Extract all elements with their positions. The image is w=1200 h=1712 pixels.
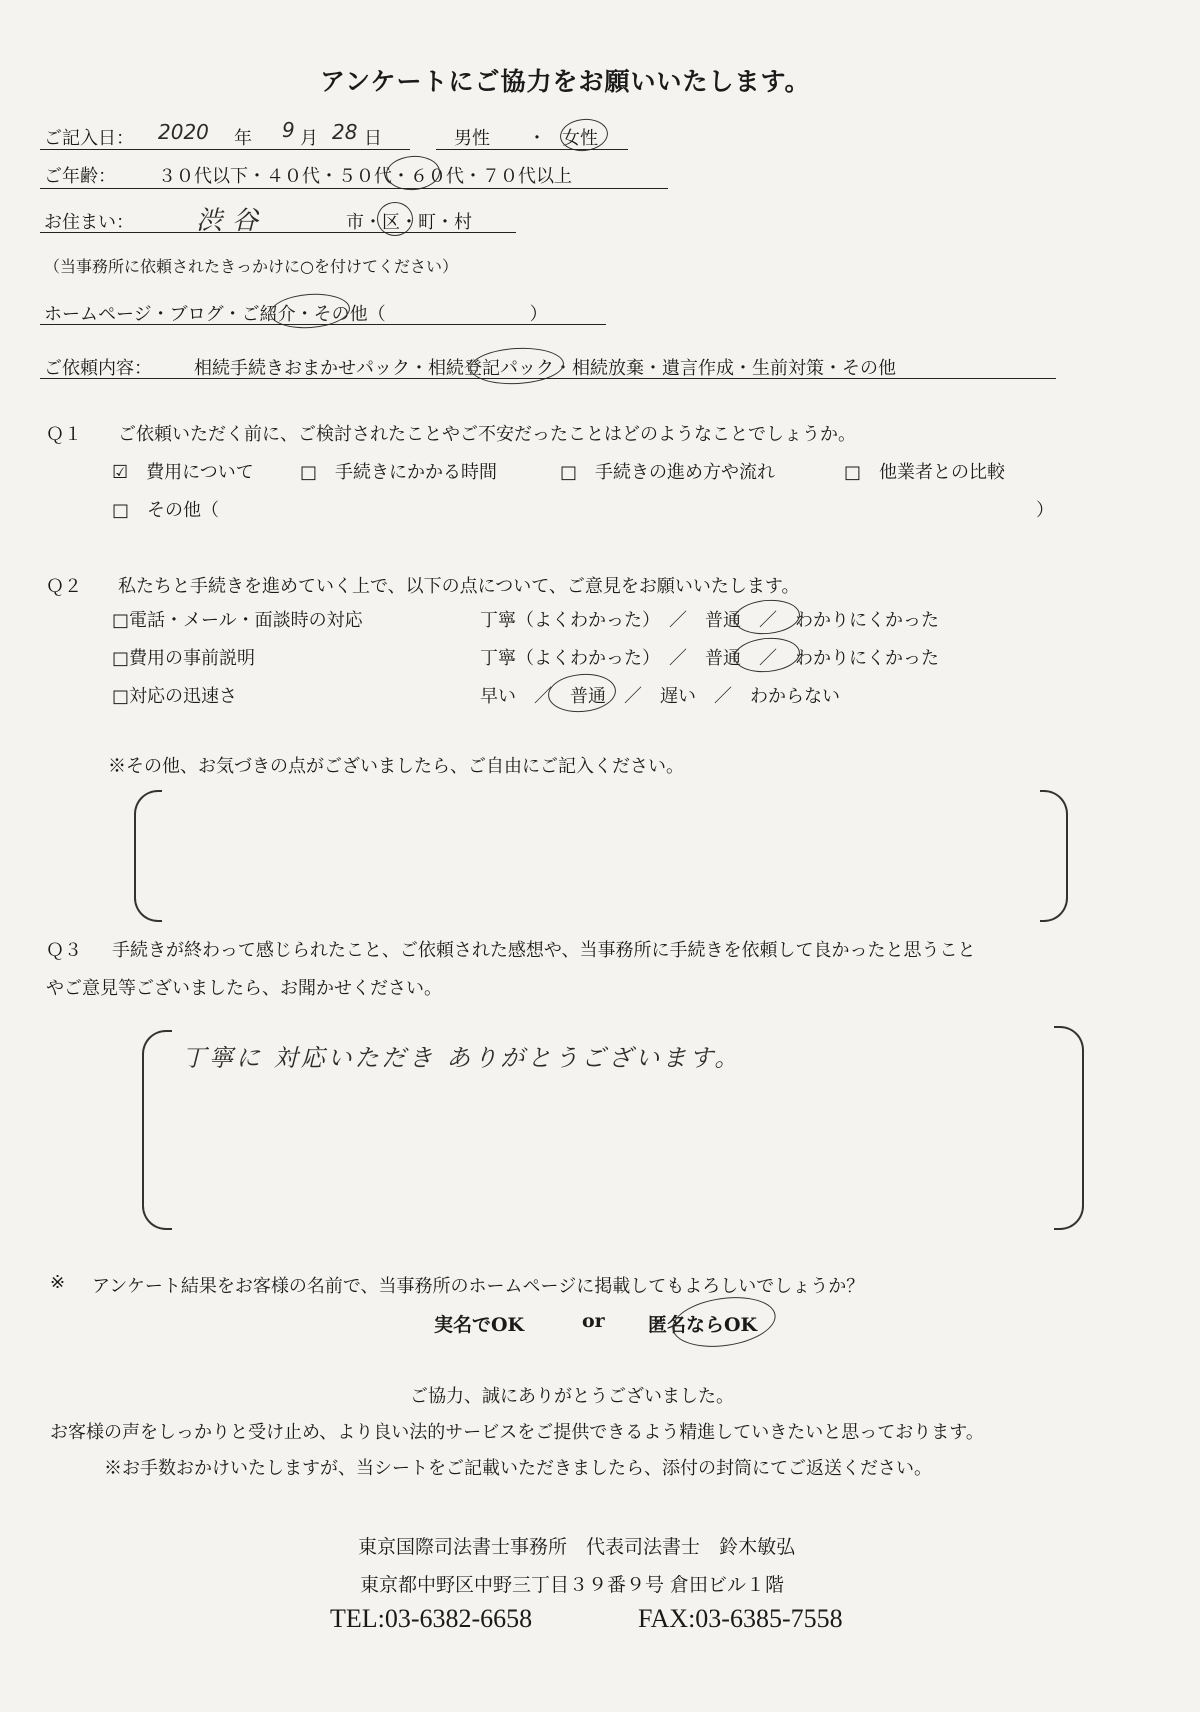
q2-choice-unclear[interactable]: わかりにくかった xyxy=(795,610,939,631)
request-underline xyxy=(40,378,1056,379)
age-label: ご年齢： xyxy=(44,166,116,187)
trigger-option-homepage[interactable]: ホームページ xyxy=(44,304,152,325)
q1-option-other[interactable]: □ その他（ xyxy=(112,500,220,521)
q1-checkbox-icon[interactable]: □ xyxy=(112,500,130,521)
address-option-city[interactable]: 市 xyxy=(346,212,364,233)
q1-question: ご依頼いただく前に、ご検討されたことやご不安だったことはどのようなことでしょうか。 xyxy=(118,424,856,445)
trigger-options: ホームページ・ブログ・ご紹介・その他（ ） xyxy=(44,304,548,325)
q2-row-contact-choices: 丁寧（よくわかった） ／ 普通 ／ わかりにくかった xyxy=(480,610,939,631)
office-info xyxy=(358,1532,795,1559)
address-option-ward[interactable]: 区 xyxy=(382,212,400,233)
q1-checkbox-icon[interactable]: □ xyxy=(844,462,862,483)
q2-choice-normal[interactable]: 普通 xyxy=(705,648,741,669)
q2-choice-normal[interactable]: 普通 xyxy=(570,686,606,707)
q3-question-line2: やご意見等ございましたら、お聞かせください。 xyxy=(46,978,442,999)
request-option-will[interactable]: 遺言作成 xyxy=(662,358,734,379)
address-options: 市・区・町・村 xyxy=(346,212,472,233)
age-options: ３０代以下・４０代・５０代・６０代・７０代以上 xyxy=(158,166,572,187)
office-rep-name: 鈴木敏弘 xyxy=(719,1536,796,1558)
trigger-note: （当事務所に依頼されたきっかけに○を付けてください） xyxy=(44,257,458,276)
office-fax: FAX:03-6385-7558 xyxy=(638,1604,843,1633)
trigger-option-referral[interactable]: ご紹介 xyxy=(241,304,296,325)
gender-separator: ・ xyxy=(528,128,546,149)
q2-row-fee-label: □費用の事前説明 xyxy=(112,648,256,669)
request-option-registration-pack[interactable]: 相続登記パック xyxy=(428,358,554,379)
request-options: 相続手続きおまかせパック・相続登記パック・相続放棄・遺言作成・生前対策・その他 xyxy=(194,358,896,379)
q2-comment-box-left xyxy=(134,790,162,922)
address-value[interactable]: 渋谷 xyxy=(196,206,269,236)
q1-other-close: ） xyxy=(1036,500,1054,521)
request-option-renunciation[interactable]: 相続放棄 xyxy=(572,358,644,379)
date-underline xyxy=(40,149,410,150)
q1-checkbox-icon[interactable]: □ xyxy=(560,462,578,483)
trigger-option-blog[interactable]: ブログ xyxy=(169,304,224,325)
request-selected-circle xyxy=(469,346,565,387)
q2-choice-unclear[interactable]: わかりにくかった xyxy=(795,648,939,669)
q1-option-compare[interactable]: □ 他業者との比較 xyxy=(844,462,1006,483)
q2-question: 私たちと手続きを進めていく上で、以下の点について、ご意見をお願いいたします。 xyxy=(118,576,800,597)
publish-option-anonymous[interactable]: 匿名ならOK xyxy=(648,1314,758,1336)
q1-number: Ｑ１ xyxy=(46,424,82,445)
publish-mark: ※ xyxy=(50,1272,66,1293)
q2-row-speed-label: □対応の迅速さ xyxy=(112,686,238,707)
address-selected-circle xyxy=(377,202,413,236)
q1-option-cost[interactable]: ☑ 費用について xyxy=(112,462,254,483)
q2-row-contact-label: □電話・メール・面談時の対応 xyxy=(112,610,363,631)
office-rep-title: 代表司法書士 xyxy=(586,1536,701,1558)
q2-comment-box-right xyxy=(1040,790,1068,922)
date-day[interactable]: 28 xyxy=(332,120,358,144)
date-month-unit: 月 xyxy=(300,128,318,149)
gender-male[interactable]: 男性 xyxy=(454,128,490,149)
date-label: ご記入日： xyxy=(44,128,134,149)
age-underline xyxy=(40,188,668,189)
date-day-unit: 日 xyxy=(364,128,382,149)
q2-choice-normal[interactable]: 普通 xyxy=(705,610,741,631)
request-label: ご依頼内容： xyxy=(44,358,152,379)
q2-row-speed-selected-circle xyxy=(546,671,617,715)
q2-choice-slow[interactable]: 遅い xyxy=(660,686,696,707)
q2-row-fee-choices: 丁寧（よくわかった） ／ 普通 ／ わかりにくかった xyxy=(480,648,939,669)
age-option-60[interactable]: ６０代 xyxy=(410,166,464,187)
q2-choice-polite[interactable]: 丁寧（よくわかった） xyxy=(480,648,651,669)
publish-or: or xyxy=(582,1310,605,1332)
q2-choice-unknown[interactable]: わからない xyxy=(750,686,840,707)
address-option-village[interactable]: 村 xyxy=(454,212,472,233)
age-option-50[interactable]: ５０代 xyxy=(338,166,392,187)
q1-option-process[interactable]: □ 手続きの進め方や流れ xyxy=(560,462,776,483)
q2-comment-prompt: ※その他、お気づきの点がございましたら、ご自由にご記入ください。 xyxy=(108,756,684,777)
age-option-70[interactable]: ７０代以上 xyxy=(482,166,572,187)
office-address: 東京都中野区中野三丁目３９番９号 倉田ビル１階 xyxy=(360,1574,785,1596)
thanks-line3: ※お手数おかけいたしますが、当シートをご記載いただきましたら、添付の封筒にてご返送ください。 xyxy=(104,1458,932,1479)
request-option-pre-death[interactable]: 生前対策 xyxy=(752,358,824,379)
request-option-other[interactable]: その他 xyxy=(842,358,896,379)
thanks-line2: お客様の声をしっかりと受け止め、より良い法的サービスをご提供できるよう精進していきたいと思っております。 xyxy=(50,1422,984,1443)
page-title: アンケートにご協力をお願いいたします。 xyxy=(320,67,811,96)
q3-number: Ｑ３ xyxy=(46,940,82,961)
publish-option-real-name[interactable]: 実名でOK xyxy=(434,1314,525,1336)
thanks-line1: ご協力、誠にありがとうございました。 xyxy=(410,1386,734,1407)
q3-answer-box-right xyxy=(1054,1026,1084,1230)
date-year[interactable]: 2020 xyxy=(158,120,209,144)
address-label: お住まい： xyxy=(44,212,134,233)
office-name: 東京国際司法書士事務所 xyxy=(358,1536,568,1558)
publish-selected-circle xyxy=(669,1291,779,1353)
date-month[interactable]: 9 xyxy=(282,118,295,142)
age-option-40[interactable]: ４０代 xyxy=(266,166,320,187)
q2-number: Ｑ２ xyxy=(46,576,82,597)
q2-choice-polite[interactable]: 丁寧（よくわかった） xyxy=(480,610,651,631)
q1-option-time[interactable]: □ 手続きにかかる時間 xyxy=(300,462,498,483)
address-underline xyxy=(40,232,516,233)
q3-question-line1: 手続きが終わって感じられたこと、ご依頼された感想や、当事務所に手続きを依頼して良かったと思うこと xyxy=(112,940,976,961)
q2-choice-fast[interactable]: 早い xyxy=(480,686,516,707)
request-option-full-pack[interactable]: 相続手続きおまかせパック xyxy=(194,358,410,379)
q3-answer-box-left xyxy=(142,1030,172,1230)
q2-row-speed-choices: 早い ／ 普通 ／ 遅い ／ わからない xyxy=(480,686,840,707)
q1-checkbox-icon[interactable]: □ xyxy=(300,462,318,483)
gender-female[interactable]: 女性 xyxy=(562,128,598,149)
age-option-30[interactable]: ３０代以下 xyxy=(158,166,248,187)
date-year-unit: 年 xyxy=(234,128,252,149)
trigger-option-other[interactable]: その他（ ） xyxy=(313,304,548,325)
q1-checkbox-checked-icon[interactable]: ☑ xyxy=(112,462,129,483)
office-tel: TEL:03-6382-6658 xyxy=(330,1604,533,1633)
address-option-town[interactable]: 町 xyxy=(418,212,436,233)
trigger-underline xyxy=(40,324,606,325)
publish-question: アンケート結果をお客様の名前で、当事務所のホームページに掲載してもよろしいでしょうか？ xyxy=(92,1276,865,1297)
q3-answer[interactable]: 丁寧に 対応いただき ありがとうございます。 xyxy=(182,1044,742,1072)
gender-underline xyxy=(436,149,628,150)
